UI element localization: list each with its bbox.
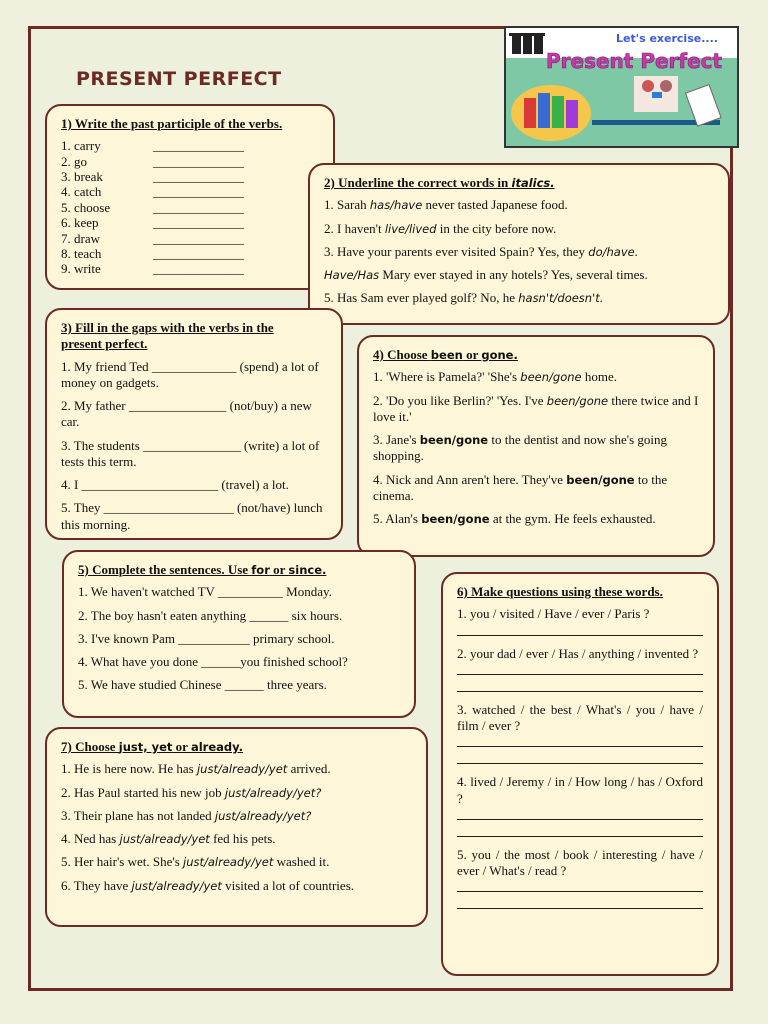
exercise-3-heading: 3) Fill in the gaps with the verbs in the present perfect. [61, 320, 274, 352]
exercise-7-item: 3. Their plane has not landed just/already/yet? [61, 807, 312, 823]
exercise-4-item: 3. Jane's been/gone to the dentist and now she's going shopping. [373, 432, 668, 464]
exercise-3-box [45, 308, 343, 540]
exercise-4-box [357, 335, 715, 557]
exercise-2-item: 1. Sarah has/have never tasted Japanese food. [324, 197, 568, 213]
exercise-1-heading: 1) Write the past participle of the verbs. [61, 116, 283, 131]
exercise-6-heading: 6) Make questions using these words. [457, 584, 663, 599]
exercise-5-item[interactable]: 5. We have studied Chinese ______ three years. [78, 677, 327, 693]
exercise-4-heading: 4) Choose been or gone. [373, 347, 518, 362]
exercise-7-item: 2. Has Paul started his new job just/already/yet? [61, 784, 322, 800]
verb-item: 1. carry [61, 138, 101, 154]
answer-line[interactable] [457, 879, 703, 892]
page-title: PRESENT PERFECT [76, 68, 282, 90]
exercise-5-item[interactable]: 2. The boy hasn't eaten anything ______ six hours. [78, 607, 343, 623]
verb-item: 7. draw [61, 230, 100, 246]
answer-line[interactable] [457, 896, 703, 909]
answer-line[interactable] [457, 623, 703, 636]
answer-blank[interactable]: ______________ [153, 215, 244, 231]
verb-item: 6. keep [61, 215, 99, 231]
exercise-5-item[interactable]: 1. We haven't watched TV __________ Monday. [78, 584, 332, 600]
answer-blank[interactable]: ______________ [153, 184, 244, 200]
exercise-2-item: 2. I haven't live/lived in the city before now. [324, 220, 557, 236]
exercise-4-item: 1. 'Where is Pamela?' 'She's been/gone home. [373, 369, 617, 385]
exercise-2-box [308, 163, 730, 325]
exercise-6-item: 2. your dad / ever / Has / anything / invented ? [457, 646, 703, 692]
exercise-6-item: 1. you / visited / Have / ever / Paris ? [457, 606, 703, 635]
exercise-3-item[interactable]: 4. I _____________________ (travel) a lot. [61, 477, 289, 492]
answer-line[interactable] [457, 662, 703, 675]
exercise-2-item: 3. Have your parents ever visited Spain? Yes, they do/have. [324, 243, 639, 259]
answer-blank[interactable]: ______________ [153, 245, 244, 261]
exercise-7-item: 1. He is here now. He has just/already/yet arrived. [61, 761, 331, 777]
answer-blank[interactable]: ______________ [153, 261, 244, 277]
exercise-5-heading: 5) Complete the sentences. Use for or since. [78, 562, 327, 577]
exercise-2-heading: 2) Underline the correct words in italics. [324, 175, 555, 190]
exercise-5-item[interactable]: 3. I've known Pam ___________ primary school. [78, 630, 335, 646]
verb-item: 2. go [61, 153, 87, 169]
exercise-3-item[interactable]: 3. The students _______________ (write) a lot of tests this term. [61, 437, 320, 469]
answer-blank[interactable]: ______________ [153, 153, 244, 169]
answer-line[interactable] [457, 751, 703, 764]
exercise-3-item[interactable]: 1. My friend Ted _____________ (spend) a lot of money on gadgets. [61, 358, 319, 390]
exercise-7-item: 5. Her hair's wet. She's just/already/yet washed it. [61, 854, 330, 870]
verb-item: 9. write [61, 261, 101, 277]
exercise-6-item: 4. lived / Jeremy / in / How long / has / Oxford ? [457, 774, 703, 837]
exercise-7-box [45, 727, 428, 927]
answer-blank[interactable]: ______________ [153, 199, 244, 215]
banner-image [504, 26, 739, 148]
banner-illustration [506, 28, 737, 146]
exercise-7-heading: 7) Choose just, yet or already. [61, 739, 243, 754]
exercise-5-box [62, 550, 416, 718]
exercise-4-item: 2. 'Do you like Berlin?' 'Yes. I've been/gone there twice and I love it.' [373, 392, 699, 424]
exercise-6-item: 5. you / the most / book / interesting / have / ever / What's / read ? [457, 847, 703, 910]
banner-main-text: Present Perfect [546, 49, 723, 73]
exercise-7-item: 4. Ned has just/already/yet fed his pets. [61, 831, 276, 846]
exercise-2-item: Have/Has Mary ever stayed in any hotels? Yes, several times. [324, 267, 648, 282]
exercise-6-box [441, 572, 719, 976]
answer-blank[interactable]: ______________ [153, 230, 244, 246]
verb-item: 4. catch [61, 184, 102, 200]
exercise-5-item[interactable]: 4. What have you done ______you finished school? [78, 654, 348, 669]
answer-line[interactable] [457, 824, 703, 837]
verb-item: 3. break [61, 169, 103, 185]
exercise-4-item: 5. Alan's been/gone at the gym. He feels exhausted. [373, 511, 656, 526]
exercise-3-item[interactable]: 2. My father _______________ (not/buy) a new car. [61, 398, 312, 430]
exercise-7-item: 6. They have just/already/yet visited a lot of countries. [61, 877, 354, 893]
answer-blank[interactable]: ______________ [153, 169, 244, 185]
verb-item: 5. choose [61, 199, 111, 215]
answer-line[interactable] [457, 807, 703, 820]
exercise-3-item[interactable]: 5. They ____________________ (not/have) lunch this morning. [61, 500, 323, 532]
exercise-1-box [45, 104, 335, 290]
banner-top-text: Let's exercise.... [616, 32, 718, 45]
answer-blank[interactable]: ______________ [153, 138, 244, 154]
answer-line[interactable] [457, 679, 703, 692]
verb-list [61, 138, 319, 277]
exercise-6-item: 3. watched / the best / What's / you / have / film / ever ? [457, 702, 703, 765]
exercise-2-item: 5. Has Sam ever played golf? No, he hasn't/doesn't. [324, 290, 604, 306]
graduates-icon [509, 33, 545, 54]
verb-item: 8. teach [61, 245, 102, 261]
exercise-4-item: 4. Nick and Ann aren't here. They've been/gone to the cinema. [373, 471, 668, 503]
answer-line[interactable] [457, 734, 703, 747]
